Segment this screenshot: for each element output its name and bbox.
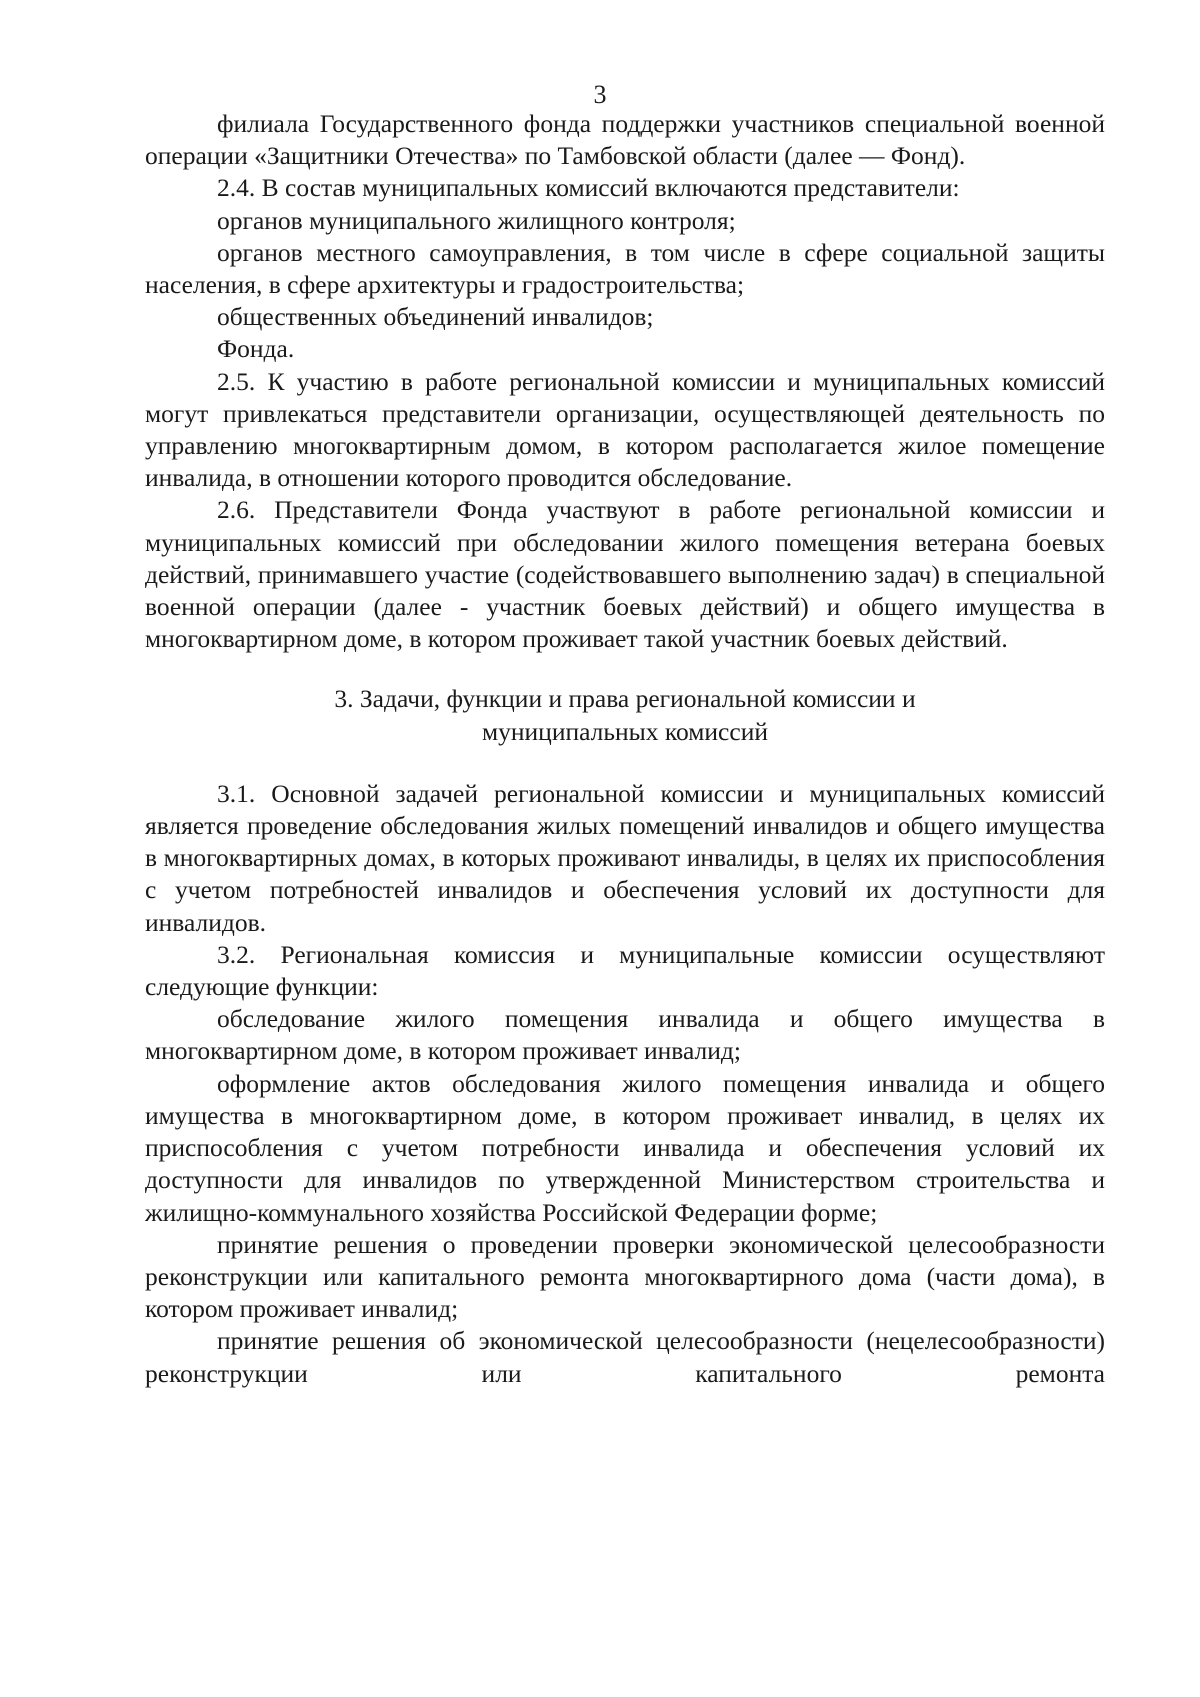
function-inspection: обследование жилого помещения инвалида и общего имущества в многоквартирном доме, в котором проживает инвалид;: [145, 1004, 1105, 1066]
paragraph-2-5: 2.5. К участию в работе региональной комиссии и муниципальных комиссий могут привлекаться представители организации, осуществляющей деятельность по управлению многоквартирным домом, в котором располагается жилое помещение инвалида, в отношении которого проводится обследование.: [145, 366, 1105, 493]
page-number: 3: [593, 80, 607, 109]
list-item-local-government: органов местного самоуправления, в том числе в сфере социальной защиты населения, в сфере архитектуры и градостроительства;: [145, 237, 1105, 300]
section-heading-line-1: 3. Задачи, функции и права региональной комиссии и: [334, 684, 916, 714]
spacer: [145, 655, 1105, 683]
list-item-housing-control: органов муниципального жилищного контроля;: [217, 205, 736, 235]
document-body: [145, 108, 1105, 1390]
function-verification-decision: принятие решения о проведении проверки экономической целесообразности реконструкции или капитального ремонта многоквартирного дома (части дома), в котором проживает инвалид;: [145, 1229, 1105, 1324]
list-item-public-associations: общественных объединений инвалидов;: [217, 302, 654, 332]
paragraph-continuation: филиала Государственного фонда поддержки участников специальной военной операции «Защитники Отечества» по Тамбовской области (далее — Фонд).: [145, 109, 1105, 171]
spacer: [145, 748, 1105, 778]
paragraph-3-2: 3.2. Региональная комиссия и муниципальные комиссии осуществляют следующие функции:: [145, 939, 1105, 1002]
paragraph-2-4: 2.4. В состав муниципальных комиссий включаются представители:: [217, 173, 960, 203]
function-acts: оформление актов обследования жилого помещения инвалида и общего имущества в многоквартирном доме, в котором проживает инвалид, в целях их приспособления с учетом потребности инвалида и обеспечения условий их доступности для инвалидов по утвержденной Министерством строительства и жилищно-коммунального хозяйства Российской Федерации форме;: [145, 1068, 1105, 1227]
function-feasibility-decision: принятие решения об экономической целесообразности (нецелесообразности) реконструкции или капитального ремонта: [145, 1326, 1105, 1388]
paragraph-2-6: 2.6. Представители Фонда участвуют в работе региональной комиссии и муниципальных комиссий при обследовании жилого помещения ветерана боевых действий, принимавшего участие (содействовавшего выполнению задач) в специальной военной операции (далее - участник боевых действий) и общего имущества в многоквартирном доме, в котором проживает такой участник боевых действий.: [145, 495, 1105, 654]
section-heading-line-2: муниципальных комиссий: [482, 716, 768, 746]
paragraph-3-1: 3.1. Основной задачей региональной комиссии и муниципальных комиссий является проведение обследования жилых помещений инвалидов и общего имущества в многоквартирных домах, в которых проживают инвалиды, в целях их приспособления с учетом потребностей инвалидов и обеспечения условий их доступности для инвалидов.: [145, 778, 1105, 937]
list-item-fund: Фонда.: [217, 334, 295, 364]
